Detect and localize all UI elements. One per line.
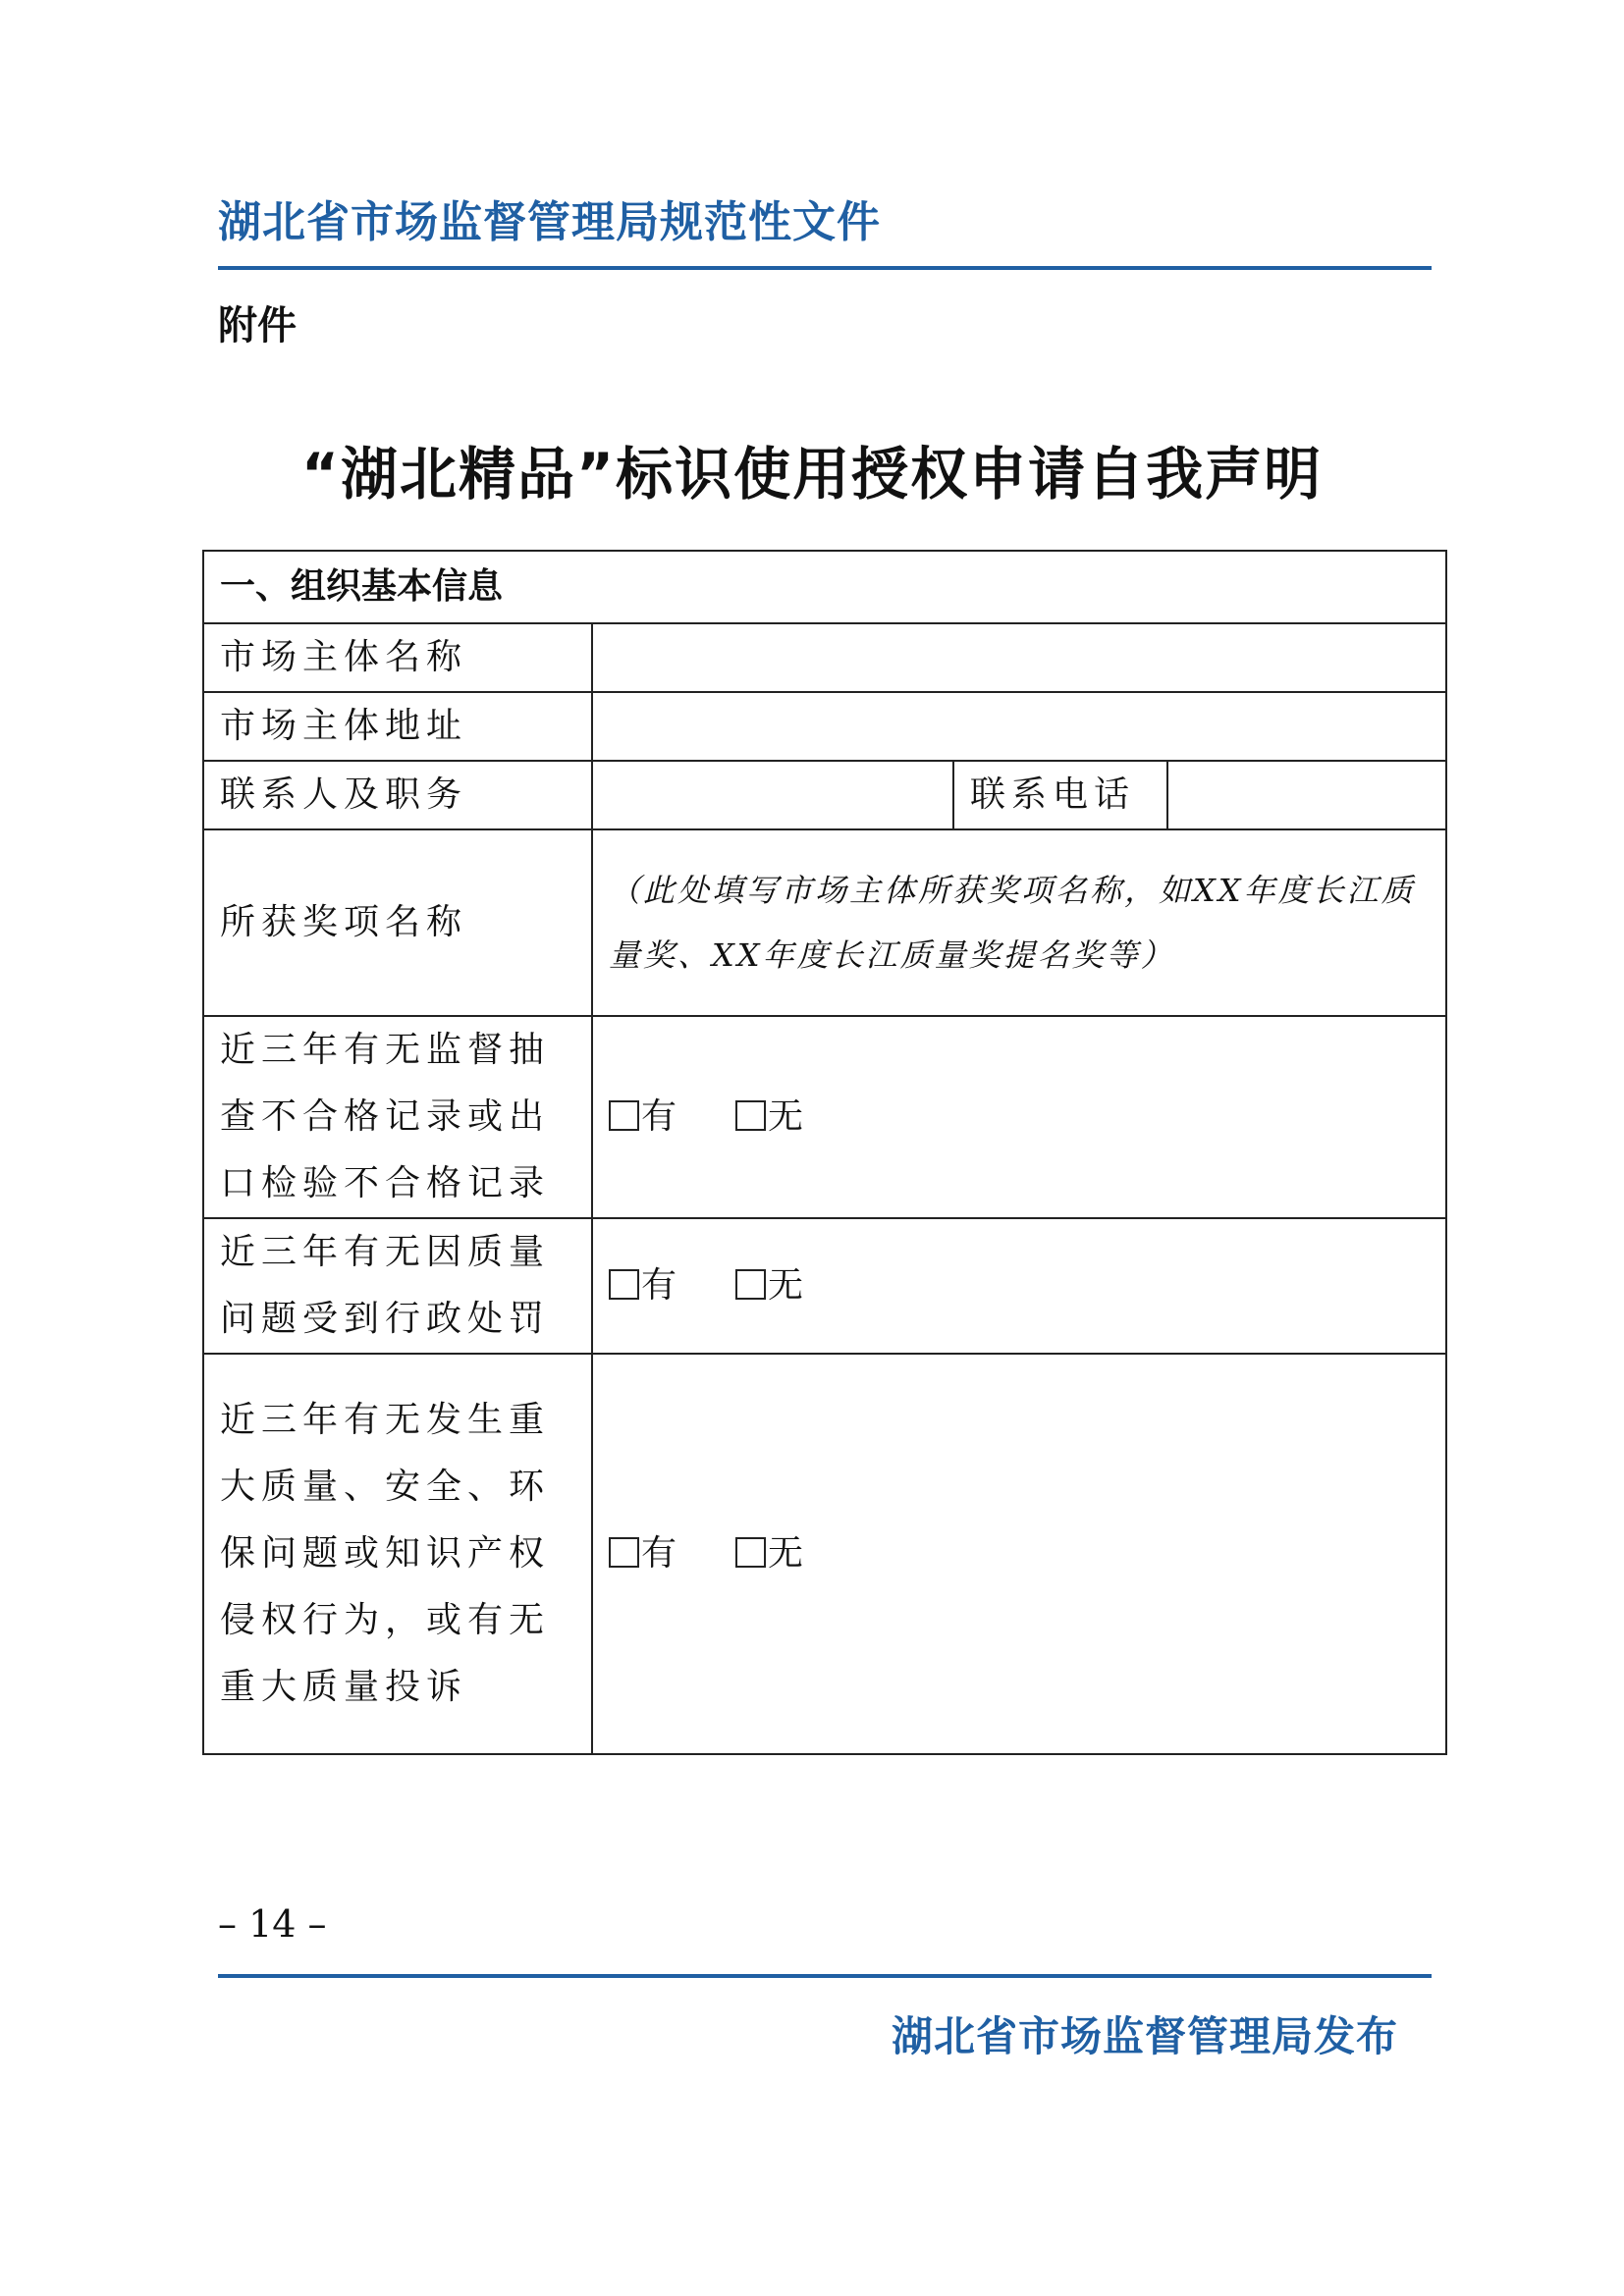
question-2-label: 近三年有无因质量问题受到行政处罚	[203, 1218, 592, 1354]
contact-field[interactable]	[592, 761, 953, 829]
award-field[interactable]	[592, 829, 1446, 1016]
q2-no-label: 无	[768, 1265, 804, 1306]
q1-no-checkbox[interactable]	[735, 1100, 766, 1131]
entity-address-row	[203, 692, 1446, 761]
question-3-label: 近三年有无发生重大质量、安全、环保问题或知识产权侵权行为，或有无重大质量投诉	[203, 1354, 592, 1754]
entity-name-label: 市场主体名称	[203, 623, 592, 692]
question-row-2	[203, 1218, 1446, 1354]
attachment-label: 附件	[218, 303, 297, 348]
award-row	[203, 829, 1446, 1016]
q3-no-checkbox[interactable]	[735, 1537, 766, 1568]
q3-yes-label: 有	[641, 1533, 677, 1574]
declaration-form	[202, 550, 1447, 1755]
header-divider	[218, 266, 1432, 270]
q2-yes-label: 有	[641, 1265, 677, 1306]
question-1-label: 近三年有无监督抽查不合格记录或出口检验不合格记录	[203, 1016, 592, 1218]
entity-name-field[interactable]	[592, 623, 1446, 692]
question-row-1	[203, 1016, 1446, 1218]
phone-label: 联系电话	[953, 761, 1167, 829]
footer-divider	[218, 1974, 1432, 1978]
entity-address-field[interactable]	[592, 692, 1446, 761]
contact-label: 联系人及职务	[203, 761, 592, 829]
phone-field[interactable]	[1167, 761, 1446, 829]
entity-name-row	[203, 623, 1446, 692]
q1-no-label: 无	[768, 1096, 804, 1137]
q1-yes-label: 有	[641, 1096, 677, 1137]
contact-row	[203, 761, 1446, 829]
q2-yes-checkbox[interactable]	[609, 1269, 639, 1300]
award-hint: （此处填写市场主体所获奖项名称，如XX年度长江质量奖、XX年度长江质量奖提名奖等）	[609, 872, 1416, 974]
award-label: 所获奖项名称	[203, 829, 592, 1016]
question-3-options	[592, 1354, 1446, 1754]
question-1-options	[592, 1016, 1446, 1218]
q2-no-checkbox[interactable]	[735, 1269, 766, 1300]
header-title: 湖北省市场监督管理局规范性文件	[218, 197, 881, 247]
document-title: “湖北精品”标识使用授权申请自我声明	[300, 441, 1324, 507]
question-row-3	[203, 1354, 1446, 1754]
q3-no-label: 无	[768, 1533, 804, 1574]
footer-publisher: 湖北省市场监督管理局发布	[892, 2012, 1399, 2060]
section-row	[203, 551, 1446, 623]
section-heading: 一、组织基本信息	[203, 551, 1446, 623]
q1-yes-checkbox[interactable]	[609, 1100, 639, 1131]
page-number: – 14 –	[218, 1902, 327, 1946]
question-2-options	[592, 1218, 1446, 1354]
q3-yes-checkbox[interactable]	[609, 1537, 639, 1568]
entity-address-label: 市场主体地址	[203, 692, 592, 761]
